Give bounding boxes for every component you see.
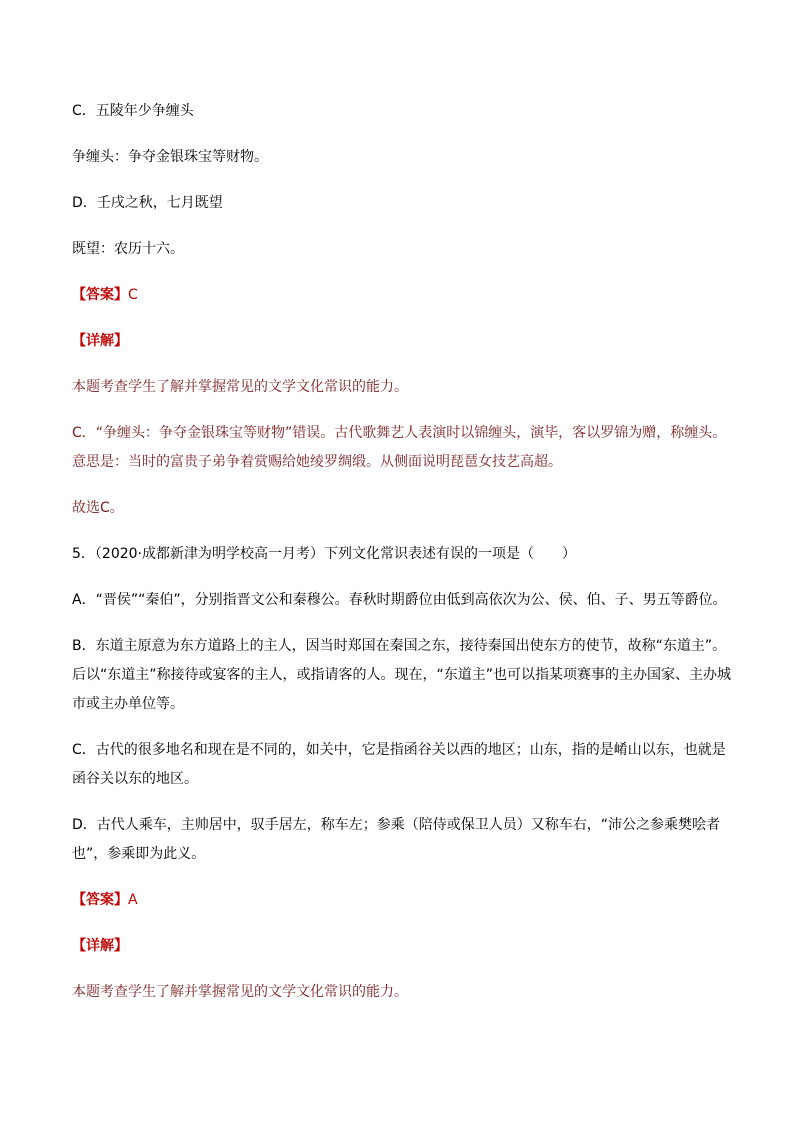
question-5-option-b-line2: 后以“东道主”称接待或宴客的主人，或指请客的人。现在，“东道主”也可以指某项赛事的主办国家、主办城 bbox=[72, 667, 732, 683]
answer-1-value: C bbox=[128, 287, 138, 303]
question-5-option-d-line1: D．古代人乘车，主帅居中，驭手居左，称车左；参乘（陪侍或保卫人员）又称车右，“沛公之参乘樊哙者 bbox=[72, 817, 721, 833]
answer-2 bbox=[72, 890, 754, 911]
conclusion-1: 故选C。 bbox=[72, 500, 124, 516]
option-d: D．壬戌之秋，七月既望 bbox=[72, 195, 223, 211]
answer-1-tag: 【答案】 bbox=[72, 287, 128, 303]
answer-2-value: A bbox=[128, 892, 138, 908]
detail-1-c-line2: 意思是：当时的富贵子弟争着赏赐给她绫罗绸缎。从侧面说明琵琶女技艺高超。 bbox=[72, 454, 562, 470]
answer-1 bbox=[72, 285, 754, 306]
detail-1-tag: 【详解】 bbox=[72, 333, 128, 349]
question-5-option-d-line2: 也”，参乘即为此义。 bbox=[72, 846, 206, 862]
detail-1-text: 本题考查学生了解并掌握常见的文学文化常识的能力。 bbox=[72, 379, 408, 395]
option-c-explanation: 争缠头：争夺金银珠宝等财物。 bbox=[72, 149, 268, 165]
question-5-option-a: A．“晋侯”“秦伯”，分别指晋文公和秦穆公。春秋时期爵位由低到高依次为公、侯、伯、子、男五等爵位。 bbox=[72, 592, 727, 608]
question-5: 5．（2020·成都新津为明学校高一月考）下列文化常识表述有误的一项是（ ） bbox=[72, 546, 576, 562]
question-5-option-c-line2: 函谷关以东的地区。 bbox=[72, 771, 198, 787]
question-5-option-c-line1: C．古代的很多地名和现在是不同的，如关中，它是指函谷关以西的地区；山东，指的是崤山以东，也就是 bbox=[72, 742, 726, 758]
detail-2-tag: 【详解】 bbox=[72, 938, 128, 954]
answer-2-tag: 【答案】 bbox=[72, 892, 128, 908]
option-c: C．五陵年少争缠头 bbox=[72, 103, 194, 119]
detail-2-text: 本题考查学生了解并掌握常见的文学文化常识的能力。 bbox=[72, 984, 408, 1000]
question-5-option-b-line3: 市或主办单位等。 bbox=[72, 696, 184, 712]
detail-1-c-line1: C．“争缠头：争夺金银珠宝等财物”错误。古代歌舞艺人表演时以锦缠头，演毕，客以罗锦为赠，称缠头。 bbox=[72, 425, 727, 441]
option-d-explanation: 既望：农历十六。 bbox=[72, 241, 184, 257]
question-5-option-b-line1: B．东道主原意为东方道路上的主人，因当时郑国在秦国之东，接待秦国出使东方的使节，故称“东道主”。 bbox=[72, 638, 727, 654]
